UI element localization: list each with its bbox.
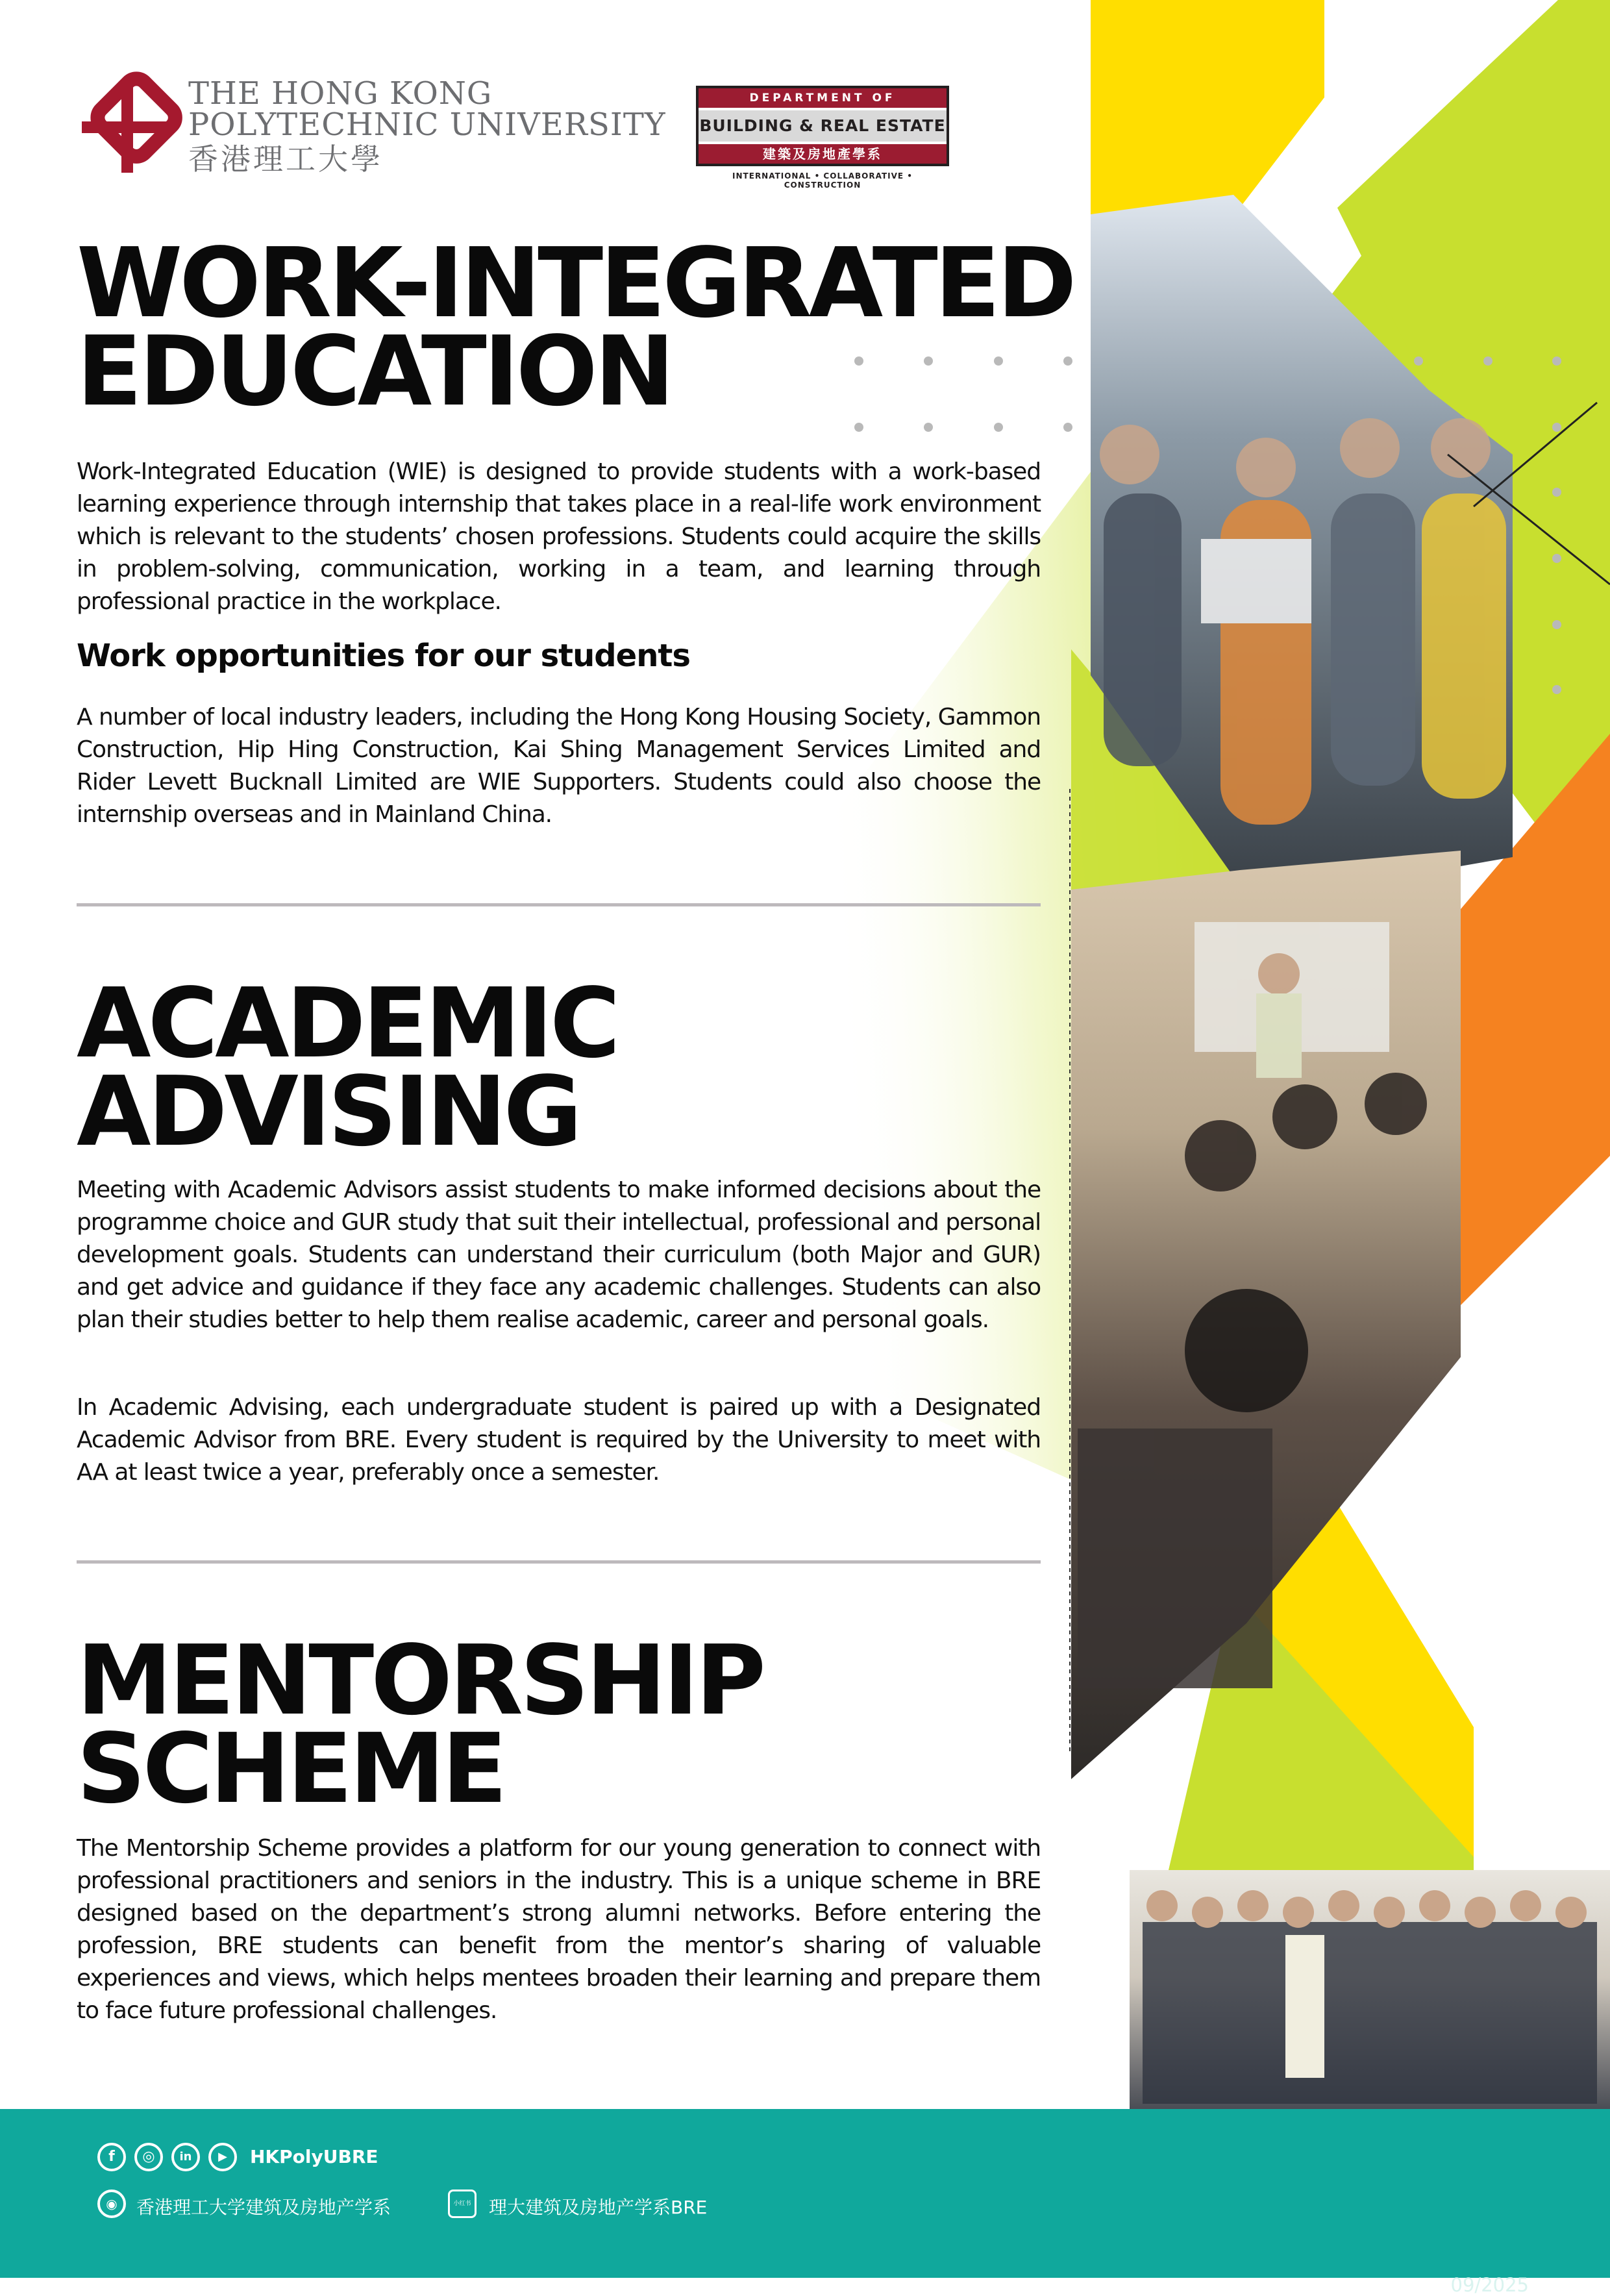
mentorship-heading-line1: MENTORSHIP [77, 1625, 763, 1736]
weibo-account[interactable]: 香港理工大学建筑及房地产学系 [136, 2197, 391, 2218]
dept-label-top: DEPARTMENT OF [699, 88, 947, 108]
mentorship-heading-line2: SCHEME [77, 1713, 504, 1825]
advising-heading-line2: ADVISING [77, 1056, 579, 1167]
wie-heading-line1: WORK-INTEGRATED [77, 227, 1074, 339]
advising-heading [77, 967, 617, 1167]
linkedin-icon[interactable]: in [171, 2143, 200, 2171]
xiaohongshu-icon[interactable]: 小红书 [448, 2190, 477, 2218]
wie-description: Work-Integrated Education (WIE) is designed to provide students with a work-based learning experience through internship that takes place in a real-life work environment which is relevant to the students’ chosen professions. Students could acquire the skills in problem-solving, communication, working in a team, and learning through professional practice in the workplace. [77, 458, 1041, 615]
advising-heading-line1: ACADEMIC [77, 967, 617, 1079]
advising-pairing: In Academic Advising, each undergraduate student is paired up with a Designated Academic Advisor from BRE. Every student is required by the University to meet with AA at least twice a year, preferably once a semester. [77, 1394, 1041, 1486]
dept-label-cn: 建築及房地產學系 [699, 144, 947, 164]
polyu-logotype [188, 75, 666, 177]
instagram-icon[interactable]: ◎ [134, 2143, 163, 2171]
university-name-cn: 香港理工大學 [188, 142, 383, 177]
dept-tagline: INTERNATIONAL • COLLABORATIVE • CONSTRUCTION [732, 171, 913, 190]
wie-opportunities: A number of local industry leaders, including the Hong Kong Housing Society, Gammon Construction, Hip Hing Construction, Kai Shing Management Services Limited and Rider Levett Bucknall Limited are WIE Supporters. Students could also choose the internship overseas and in Mainland China. [77, 704, 1041, 828]
university-name-line1: THE HONG KONG [188, 75, 493, 112]
wie-heading-line2: EDUCATION [77, 316, 672, 427]
publication-date: 09/2025 [1450, 2274, 1529, 2296]
dept-label-main: BUILDING & REAL ESTATE [699, 108, 947, 144]
section-divider [77, 1560, 1041, 1564]
mentorship-heading [77, 1625, 763, 1825]
wie-heading [77, 227, 1074, 427]
section-divider [77, 903, 1041, 906]
mentorship-description: The Mentorship Scheme provides a platform for our young generation to connect with professional practitioners and seniors in the industry. This is a unique scheme in BRE designed based on the department’s strong alumni networks. Before entering the profession, BRE students can benefit from the mentor’s sharing of valuable experiences and views, which helps mentees broaden their learning and prepare them to face future professional challenges. [77, 1835, 1041, 2024]
xiaohongshu-account[interactable]: 理大建筑及房地产学系BRE [489, 2197, 708, 2218]
polyu-emblem [82, 74, 180, 173]
facebook-icon[interactable]: f [97, 2143, 126, 2171]
social-handle[interactable]: HKPolyUBRE [250, 2146, 378, 2167]
advising-description: Meeting with Academic Advisors assist students to make informed decisions about the programme choice and GUR study that suit their intellectual, professional and personal development goals. Students can understand their curriculum (both Major and GUR) and get advice and guidance if they face any academic challenges. Students can also plan their studies better to help them realise academic, career and personal goals. [77, 1177, 1041, 1333]
weibo-icon[interactable]: ◉ [97, 2190, 126, 2218]
university-name-line2: POLYTECHNIC UNIVERSITY [188, 106, 666, 143]
department-logo [696, 86, 949, 190]
youtube-icon[interactable]: ▶ [208, 2143, 237, 2171]
photo-group-figures [1143, 1890, 1597, 2104]
wie-subheading: Work opportunities for our students [77, 638, 690, 674]
